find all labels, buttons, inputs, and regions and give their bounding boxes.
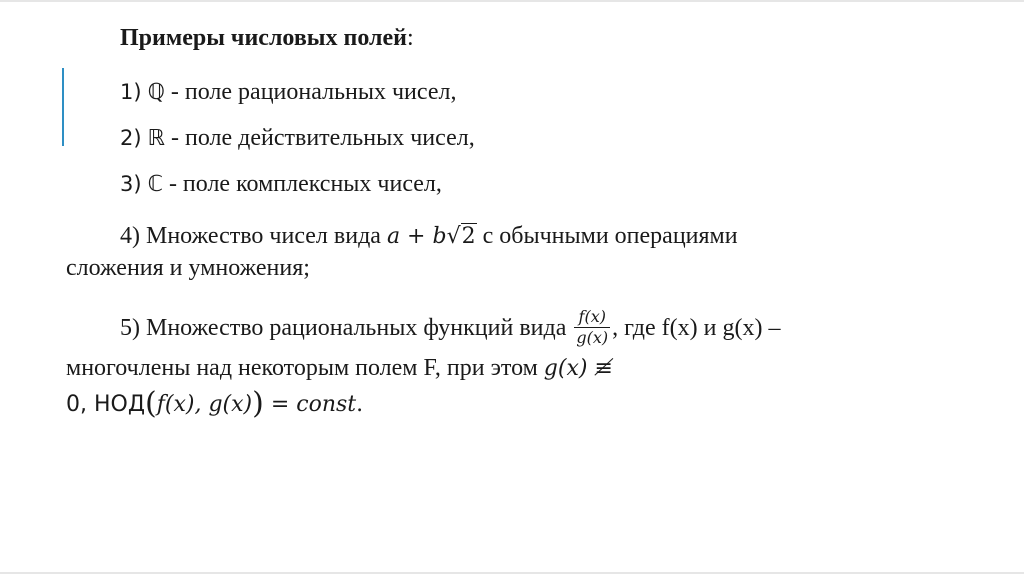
item4-prefix: 4) Множество чисел вида [120, 223, 387, 249]
list-item-complex [120, 170, 442, 199]
list-item-sqrt2 [120, 222, 738, 251]
list-item-rational-functions [120, 307, 781, 349]
complex-symbol: ℂ [147, 172, 163, 197]
item5-line2-text: многочлены над некоторым полем F, при этом [66, 355, 544, 381]
item5-prefix: 5) Множество рациональных функций вида [120, 315, 573, 342]
item-text: - поле комплексных чисел, [162, 171, 442, 197]
sqrt-sign: √ [446, 224, 461, 249]
final-period: . [356, 392, 364, 417]
fraction-denominator: g(x) [576, 328, 609, 347]
list-item-rational-functions-line2 [66, 354, 613, 383]
rationals-symbol: ℚ [147, 80, 165, 105]
close-paren: ) [252, 386, 264, 421]
gcd-label: 0, НОД [66, 392, 146, 417]
item-number: 3) [120, 172, 142, 196]
fraction-numerator: f(x) [574, 308, 610, 328]
equals-sign: = [263, 392, 297, 417]
item-number: 2) [120, 126, 142, 150]
list-item-reals [120, 124, 475, 153]
list-item-rational-functions-line3 [66, 388, 363, 419]
item4-suffix: с обычными операциями [476, 223, 738, 249]
item-text: - поле рациональных чисел, [164, 79, 457, 105]
list-item-sqrt2-continuation [66, 254, 310, 282]
const-term: const [296, 392, 357, 417]
slide-heading [120, 24, 414, 52]
sqrt-argument: 2 [461, 224, 476, 249]
heading-colon: : [406, 25, 414, 51]
item5-suffix: , где f(x) и g(x) – [612, 315, 781, 342]
math-a: a [386, 224, 401, 249]
heading-text: Примеры числовых полей [120, 25, 407, 51]
item-text: - поле действительных чисел, [165, 125, 475, 151]
item-number: 1) [120, 80, 142, 104]
math-plus: + [400, 224, 433, 249]
open-paren: ( [145, 386, 157, 421]
sqrt-expression [447, 223, 477, 251]
not-equiv-expression: g(x) ≢ [543, 356, 613, 381]
list-item-rationals [120, 78, 456, 107]
fraction-f-over-g [574, 308, 610, 347]
math-b: b [432, 224, 447, 249]
reals-symbol: ℝ [147, 126, 165, 151]
item4-line2: сложения и умножения; [66, 255, 310, 281]
gcd-arguments: f(x), g(x) [156, 392, 253, 417]
